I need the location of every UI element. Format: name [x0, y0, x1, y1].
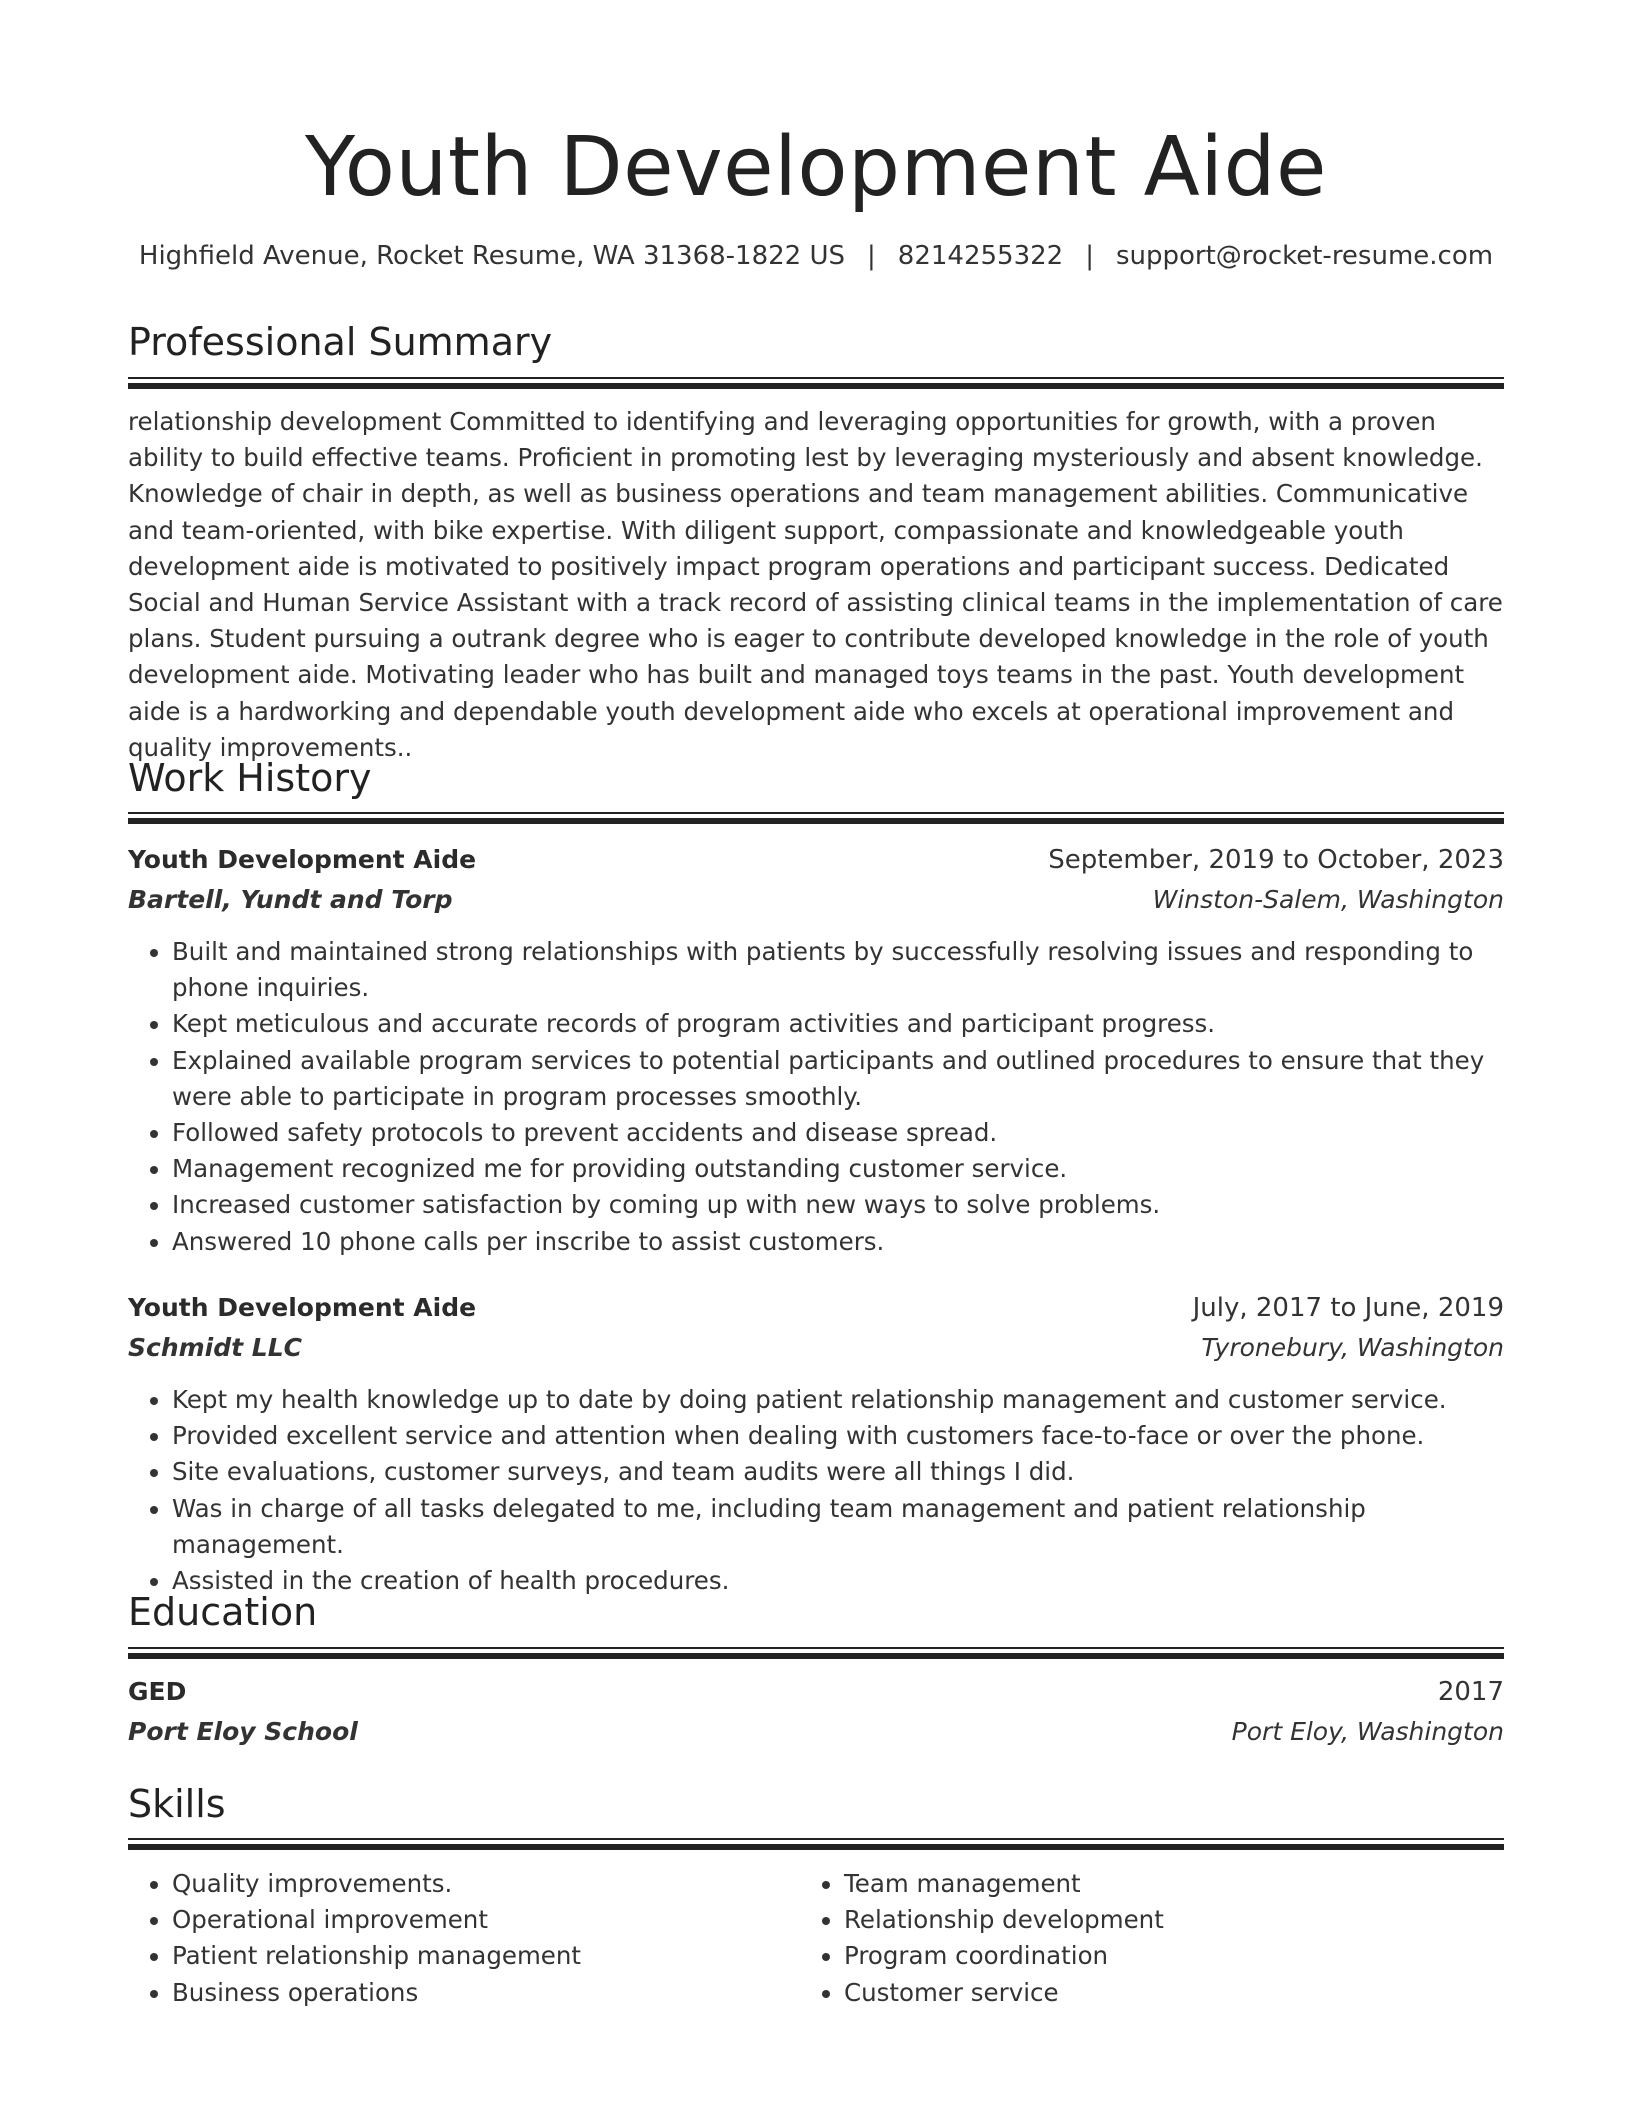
- education-degree: GED: [128, 1677, 187, 1706]
- skills-list-left: [128, 1866, 792, 2011]
- education-heading: Education: [128, 1590, 318, 1634]
- education-subheader: [128, 1714, 1504, 1750]
- list-item: • Provided excellent service and attention when dealing with customers face-to-face or over the phone.: [172, 1418, 1504, 1454]
- job-bullets: [128, 1382, 1504, 1599]
- job-bullets: [128, 934, 1504, 1260]
- skills-divider: [128, 1838, 1504, 1850]
- skill-item: • Team management: [844, 1866, 1464, 1902]
- summary-text: relationship development Committed to identifying and leveraging opportunities for growth, with a proven ability to build effective teams. Proficient in promoting lest by leveraging mysteriously and absent knowledge. Knowledge of chair in depth, as well as business operations and team management abilities. Communicative and team-oriented, with bike expertise. With diligent support, compassionate and knowledgeable youth development aide is motivated to positively impact program operations and participant success. Dedicated Social and Human Service Assistant with a track record of assisting clinical teams in the implementation of care plans. Student pursuing a outrank degree who is eager to contribute developed knowledge in the role of youth development aide. Motivating leader who has built and managed toys teams in the past. Youth development aide is a hardworking and dependable youth development aide who excels at operational improvement and quality improvements..: [128, 407, 1503, 762]
- job-subheader: [128, 882, 1504, 918]
- skill-item: • Customer service: [844, 1975, 1464, 2011]
- job-location: Winston-Salem, Washington: [1152, 885, 1504, 914]
- job-title: Youth Development Aide: [128, 845, 477, 874]
- list-item: • Assisted in the creation of health procedures.: [172, 1563, 1504, 1599]
- job-subheader: [128, 1330, 1504, 1366]
- skills-heading: Skills: [128, 1782, 226, 1826]
- skill-item: • Quality improvements.: [172, 1866, 792, 1902]
- education-year: 2017: [1437, 1677, 1504, 1707]
- education-header: [128, 1674, 1504, 1710]
- skills-list-right: [800, 1866, 1464, 2011]
- list-item: • Increased customer satisfaction by coming up with new ways to solve problems.: [172, 1187, 1504, 1223]
- contact-separator: |: [1085, 241, 1094, 271]
- list-item: • Followed safety protocols to prevent accidents and disease spread.: [172, 1115, 1504, 1151]
- list-item: • Management recognized me for providing outstanding customer service.: [172, 1151, 1504, 1187]
- work-history-heading: Work History: [128, 756, 372, 800]
- contact-email: support@rocket-resume.com: [1115, 241, 1494, 271]
- education-school: Port Eloy School: [128, 1717, 358, 1746]
- contact-line: [88, 238, 1544, 274]
- list-item: • Explained available program services to potential participants and outlined procedures to ensure that they were able to participate in program processes smoothly.: [172, 1043, 1504, 1115]
- education-location: Port Eloy, Washington: [1231, 1717, 1504, 1746]
- skill-item: • Business operations: [172, 1975, 792, 2011]
- skill-item: • Program coordination: [844, 1938, 1464, 1974]
- job-dates: September, 2019 to October, 2023: [1048, 845, 1504, 875]
- skill-item: • Operational improvement: [172, 1902, 792, 1938]
- skill-item: • Relationship development: [844, 1902, 1464, 1938]
- list-item: • Was in charge of all tasks delegated to me, including team management and patient relationship management.: [172, 1491, 1504, 1563]
- list-item: • Kept meticulous and accurate records of program activities and participant progress.: [172, 1006, 1504, 1042]
- education-divider: [128, 1647, 1504, 1659]
- list-item: • Kept my health knowledge up to date by doing patient relationship management and customer service.: [172, 1382, 1504, 1418]
- contact-address: Highfield Avenue, Rocket Resume, WA 31368-1822 US: [138, 241, 846, 271]
- list-item: • Answered 10 phone calls per inscribe to assist customers.: [172, 1224, 1504, 1260]
- contact-phone: 8214255322: [897, 241, 1064, 271]
- summary-divider: [128, 377, 1504, 389]
- job-title: Youth Development Aide: [128, 1293, 477, 1322]
- summary-heading: Professional Summary: [128, 320, 553, 364]
- job-company: Bartell, Yundt and Torp: [128, 885, 453, 914]
- skill-item: • Patient relationship management: [172, 1938, 792, 1974]
- work-history-divider: [128, 812, 1504, 824]
- contact-separator: |: [867, 241, 876, 271]
- list-item: • Built and maintained strong relationships with patients by successfully resolving issues and responding to phone inquiries.: [172, 934, 1504, 1006]
- list-item: • Site evaluations, customer surveys, and team audits were all things I did.: [172, 1454, 1504, 1490]
- job-company: Schmidt LLC: [128, 1333, 302, 1362]
- job-header: [128, 1290, 1504, 1326]
- job-dates: July, 2017 to June, 2019: [1192, 1293, 1504, 1323]
- job-header: [128, 842, 1504, 878]
- candidate-name: Youth Development Aide: [305, 120, 1327, 215]
- job-location: Tyronebury, Washington: [1201, 1333, 1504, 1362]
